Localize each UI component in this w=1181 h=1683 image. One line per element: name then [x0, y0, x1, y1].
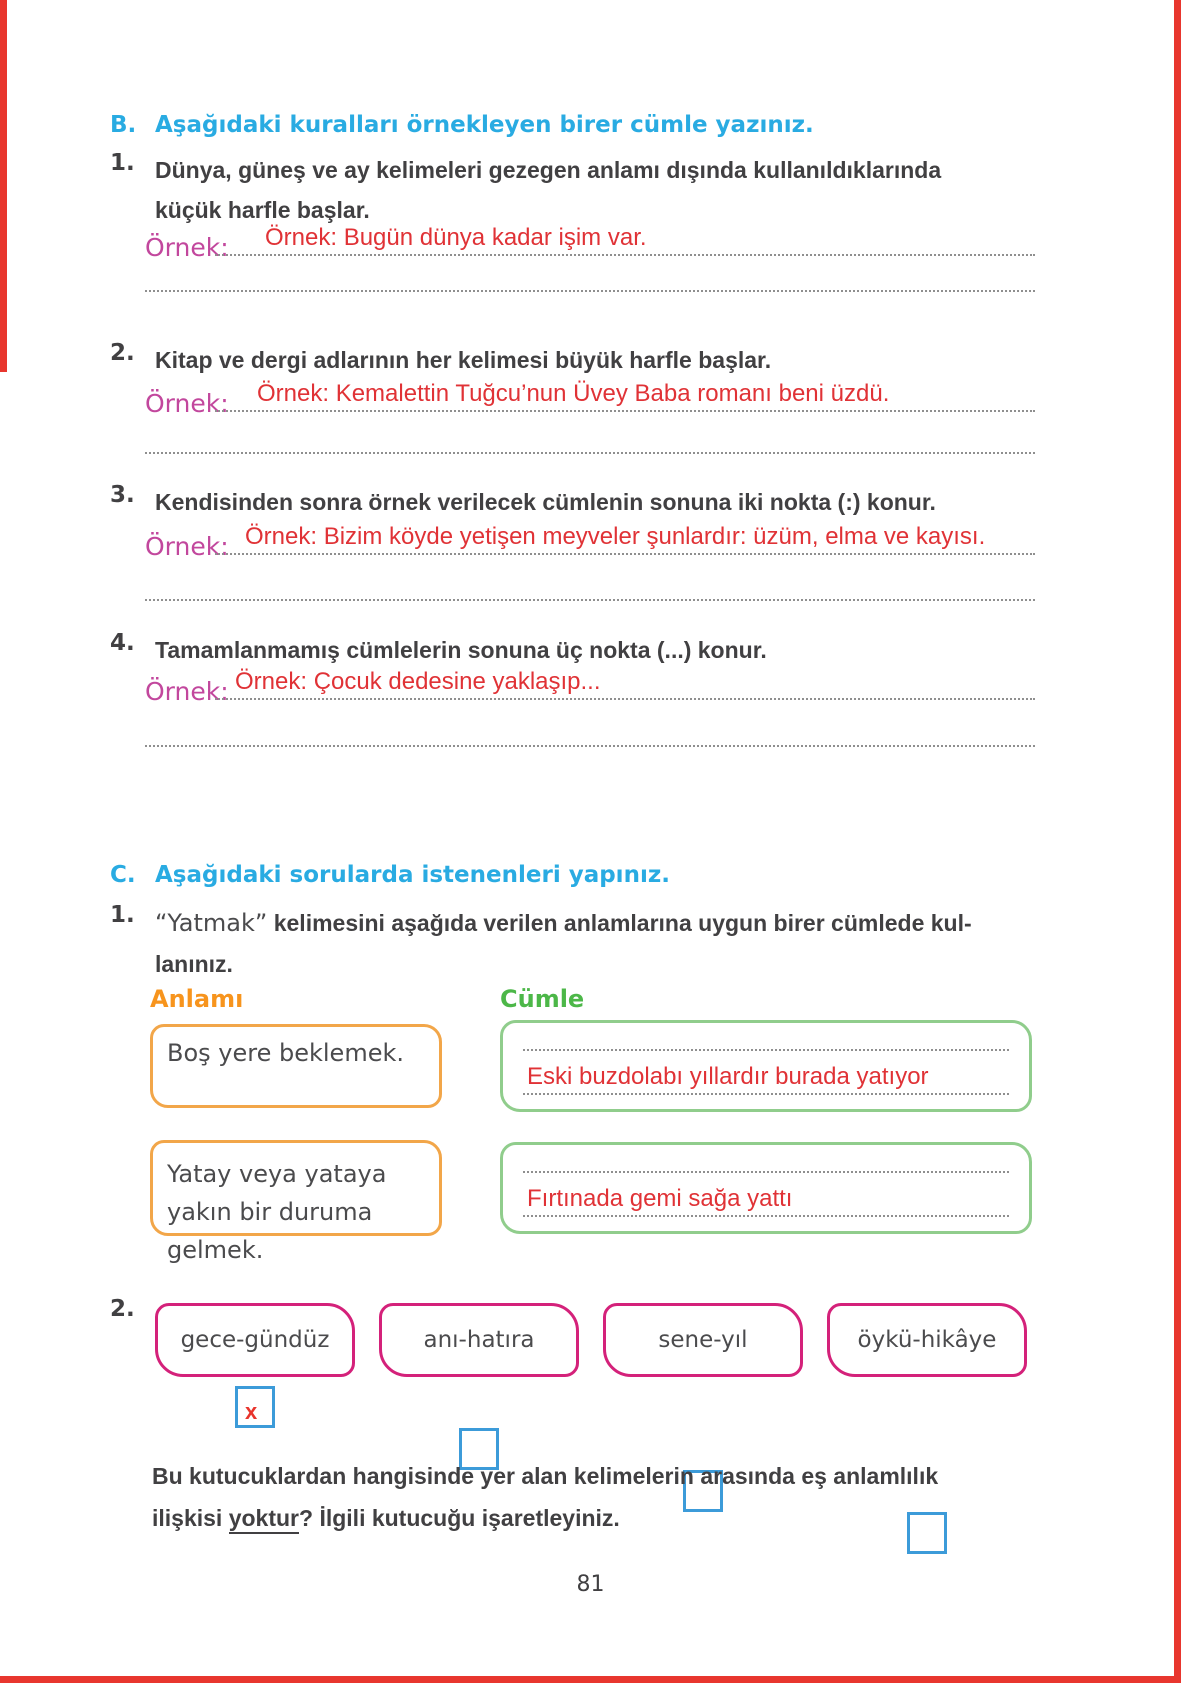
meaning-box	[150, 1024, 442, 1108]
section-c-title: Aşağıdaki sorularda istenenleri yapınız.	[155, 862, 670, 888]
item-number: 2.	[110, 1296, 135, 1322]
sentence-answer: Fırtınada gemi sağa yattı	[527, 1185, 793, 1212]
ornek-answer: Örnek: Çocuk dedesine yaklaşıp...	[235, 668, 601, 695]
item-number: 1.	[110, 902, 135, 928]
meaning-text: Yatay veya yataya yakın bir duruma gelmek.	[167, 1160, 387, 1264]
answer-line-2	[145, 745, 1035, 747]
column-label-anlami: Anlamı	[150, 985, 244, 1013]
page-edge-left	[0, 0, 7, 372]
sentence-line-2	[523, 1173, 1009, 1217]
ornek-label: Örnek:	[145, 233, 229, 262]
ornek-row	[145, 495, 1035, 561]
word-box	[155, 1303, 355, 1377]
word-box-label: anı-hatıra	[423, 1327, 535, 1353]
sentence-box	[500, 1020, 1032, 1112]
answer-line-2	[145, 599, 1035, 601]
ornek-row	[145, 640, 1035, 706]
item-text-line2: lanınız.	[155, 951, 233, 977]
item-number: 3.	[110, 482, 135, 508]
ornek-row	[145, 352, 1035, 418]
question-underlined-word: yoktur	[229, 1505, 299, 1534]
item-number: 1.	[110, 150, 135, 176]
item-text-line1: Dünya, güneş ve ay kelimeleri gezegen anlamı dışında kullanıldıklarında	[155, 157, 942, 183]
answer-line	[215, 410, 1035, 412]
answer-line	[215, 698, 1035, 700]
ornek-row	[145, 196, 1035, 262]
meaning-text: Boş yere beklemek.	[167, 1039, 404, 1067]
question-text-line1: Bu kutucuklardan hangisinde yer alan kelimelerin arasında eş anlamlılık	[152, 1463, 939, 1489]
section-c-letter: C.	[110, 862, 136, 888]
ornek-answer: Örnek: Bugün dünya kadar işim var.	[265, 224, 647, 251]
answer-line-2	[145, 290, 1035, 292]
item-number: 4.	[110, 630, 135, 656]
answer-line	[215, 254, 1035, 256]
ornek-answer: Örnek: Bizim köyde yetişen meyveler şunlardır: üzüm, elma ve kayısı.	[245, 523, 986, 550]
meaning-box	[150, 1140, 442, 1264]
word-box	[827, 1303, 1027, 1377]
column-label-cumle: Cümle	[500, 985, 585, 1013]
word-box-label: sene-yıl	[658, 1327, 748, 1353]
quoted-word: “Yatmak”	[155, 909, 268, 937]
page-number: 81	[576, 1572, 605, 1597]
item-text-line1: Tamamlanmamış cümlelerin sonuna üç nokta (...) konur.	[155, 637, 767, 663]
ornek-label: Örnek:	[145, 532, 229, 561]
section-b-title: Aşağıdaki kuralları örnekleyen birer cümle yazınız.	[155, 112, 814, 138]
word-box	[379, 1303, 579, 1377]
checkbox-checked	[235, 1386, 275, 1428]
word-box	[603, 1303, 803, 1377]
question-text-post: ? İlgili kutucuğu işaretleyiniz.	[299, 1505, 620, 1531]
item-number: 2.	[110, 340, 135, 366]
sentence-box	[500, 1142, 1032, 1234]
answer-line	[215, 553, 1035, 555]
check-mark: x	[245, 1399, 258, 1424]
question-text-pre: ilişkisi	[152, 1505, 229, 1531]
sentence-line-2	[523, 1051, 1009, 1095]
item-text-rest: kelimesini aşağıda verilen anlamlarına uygun birer cümlede kul-	[267, 910, 972, 936]
page-edge-right	[1174, 0, 1181, 1683]
item-text-line1	[155, 902, 1035, 944]
item-text	[155, 902, 1035, 984]
section-b-letter: B.	[110, 112, 137, 138]
sentence-answer: Eski buzdolabı yıllardır burada yatıyor	[527, 1063, 929, 1090]
question-text-line2	[152, 1498, 1042, 1538]
item-text-line1: Kendisinden sonra örnek verilecek cümlenin sonuna iki nokta (:) konur.	[155, 489, 936, 515]
word-box-label: gece-gündüz	[180, 1327, 330, 1353]
ornek-label: Örnek:	[145, 389, 229, 418]
item-text-line1: Kitap ve dergi adlarının her kelimesi büyük harfle başlar.	[155, 347, 772, 373]
ornek-label: Örnek:	[145, 677, 229, 706]
word-box-label: öykü-hikâye	[857, 1327, 997, 1353]
page-edge-bottom	[0, 1676, 1181, 1683]
item-text-line2: küçük harfle başlar.	[155, 197, 370, 223]
ornek-answer: Örnek: Kemalettin Tuğcu’nun Üvey Baba romanı beni üzdü.	[257, 380, 890, 407]
answer-line-2	[145, 452, 1035, 454]
